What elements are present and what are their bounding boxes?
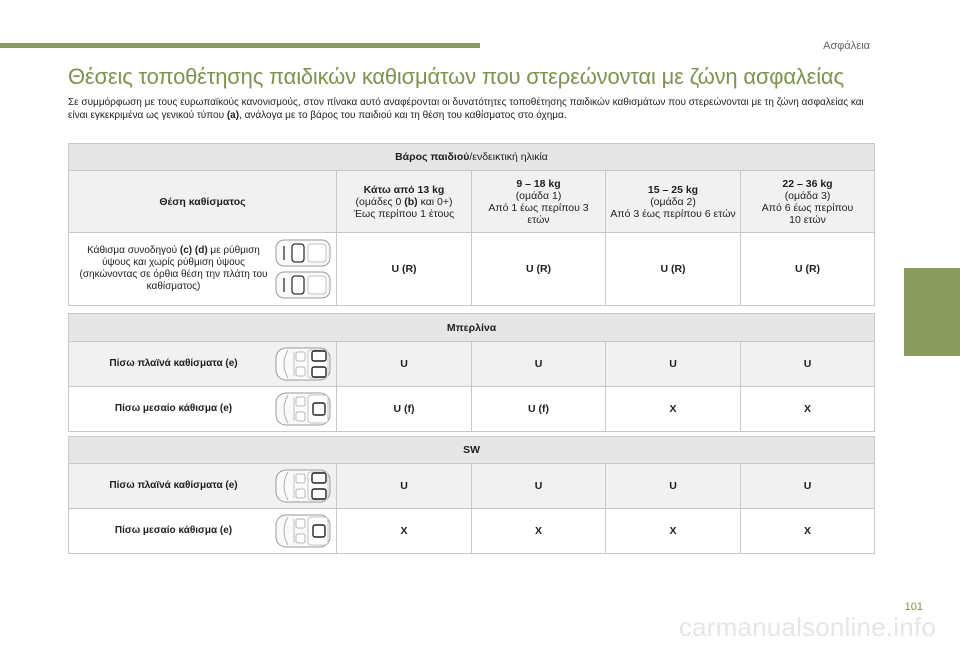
sw-side-value-0: U xyxy=(337,464,472,509)
group-2-weight: 15 – 25 kg xyxy=(647,183,699,196)
passenger-ref-c: (c) xyxy=(179,245,193,256)
group-0-ref: (b) xyxy=(404,195,418,208)
car-top-view-side-seats-icon xyxy=(274,466,332,506)
sedan-middle-value-0: U (f) xyxy=(337,387,472,432)
passenger-value-1: U (R) xyxy=(472,233,606,306)
sw-section-header: SW xyxy=(69,437,875,464)
sedan-side-seats-cell xyxy=(69,342,337,387)
passenger-seat-cell xyxy=(69,233,337,306)
weight-table xyxy=(68,143,875,306)
passenger-value-3: U (R) xyxy=(741,233,875,306)
group-0-age: Έως περίπου 1 έτους xyxy=(353,207,455,220)
intro-paragraph xyxy=(68,96,878,122)
car-top-view-middle-seat-icon xyxy=(274,389,332,429)
weight-header xyxy=(69,144,875,171)
group-0-weight: Κάτω από 13 kg xyxy=(363,183,445,196)
intro-text-1: Σε συμμόρφωση με τους ευρωπαϊκούς κανονισμούς, στον πίνακα αυτό αναφέρονται οι δυνατότητες τοποθέτησης παιδικών καθισμάτων που στερεώνονται με τη ζώνη ασφαλείας και είναι εγκεκριμένα ως γενικού τύπου xyxy=(68,97,864,121)
group-0-name-a: (ομάδες 0 xyxy=(355,195,405,208)
sw-side-seats-label: Πίσω πλαϊνά καθίσματα (e) xyxy=(109,480,238,491)
group-0-name xyxy=(341,196,467,208)
group-header-0 xyxy=(337,171,472,233)
sw-middle-value-0: X xyxy=(337,509,472,554)
group-3-age: Από 6 έως περίπου xyxy=(761,201,854,214)
sw-middle-value-3: X xyxy=(741,509,875,554)
sw-side-value-3: U xyxy=(741,464,875,509)
sw-table xyxy=(68,436,875,554)
sedan-middle-value-1: U (f) xyxy=(472,387,606,432)
group-0-name-c: και 0+) xyxy=(417,195,453,208)
page-number: 101 xyxy=(904,601,923,613)
group-1-name: (ομάδα 1) xyxy=(515,189,562,202)
group-1-age: Από 1 έως περίπου 3 ετών xyxy=(488,201,589,226)
seat-position-header: Θέση καθίσματος xyxy=(69,171,337,233)
group-header-2 xyxy=(606,171,741,233)
sw-middle-seat-label: Πίσω μεσαίο κάθισμα (e) xyxy=(114,525,233,536)
group-header-1 xyxy=(472,171,606,233)
intro-ref: (a) xyxy=(226,110,240,121)
chapter-tab xyxy=(904,268,960,356)
section-label: Ασφάλεια xyxy=(823,40,870,52)
chapter-number: 5 xyxy=(880,290,905,339)
page-title: Θέσεις τοποθέτησης παιδικών καθισμάτων που στερεώνονται με ζώνη ασφαλείας xyxy=(68,64,844,89)
weight-header-rest: /ενδεικτική ηλικία xyxy=(469,151,548,163)
sedan-table xyxy=(68,313,875,432)
header-accent-bar xyxy=(0,43,480,48)
group-1-weight: 9 – 18 kg xyxy=(516,177,561,190)
car-top-view-middle-seat-icon xyxy=(274,511,332,551)
car-top-view-side-seats-icon xyxy=(274,344,332,384)
passenger-label-a: Κάθισμα συνοδηγού xyxy=(87,245,180,256)
intro-text-2: , ανάλογα με το βάρος του παιδιού και τη θέση του καθίσματος στο όχημα. xyxy=(239,110,567,121)
weight-header-bold: Βάρος παιδιού xyxy=(395,151,470,163)
sedan-section-header: Μπερλίνα xyxy=(69,314,875,342)
passenger-value-0: U (R) xyxy=(337,233,472,306)
sw-middle-value-2: X xyxy=(606,509,741,554)
sedan-middle-seat-cell xyxy=(69,387,337,432)
group-3-name: (ομάδα 3) xyxy=(784,189,831,202)
passenger-seat-upright-icon xyxy=(274,270,332,300)
sw-middle-seat-cell xyxy=(69,509,337,554)
sw-side-value-1: U xyxy=(472,464,606,509)
sw-side-seats-cell xyxy=(69,464,337,509)
group-2-name: (ομάδα 2) xyxy=(650,195,696,208)
passenger-value-2: U (R) xyxy=(606,233,741,306)
sedan-middle-value-2: X xyxy=(606,387,741,432)
sw-side-value-2: U xyxy=(606,464,741,509)
sedan-side-value-0: U xyxy=(337,342,472,387)
passenger-seat-icon xyxy=(274,238,332,268)
sw-middle-value-1: X xyxy=(472,509,606,554)
group-header-3 xyxy=(741,171,875,233)
sedan-middle-seat-label: Πίσω μεσαίο κάθισμα (e) xyxy=(114,403,233,414)
sedan-side-value-3: U xyxy=(741,342,875,387)
passenger-ref-d: (d) xyxy=(194,245,208,256)
group-2-age: Από 3 έως περίπου 6 ετών xyxy=(610,207,736,220)
watermark: carmanualsonline.info xyxy=(678,612,936,642)
passenger-seat-label xyxy=(73,245,274,293)
sedan-middle-value-3: X xyxy=(741,387,875,432)
sedan-side-value-1: U xyxy=(472,342,606,387)
sedan-side-seats-label: Πίσω πλαϊνά καθίσματα (e) xyxy=(109,358,238,369)
passenger-label-b: με ρύθμιση ύψους και χωρίς ρύθμιση ύψους (σηκώνοντας σε όρθια θέση την πλάτη του καθίσματος) xyxy=(79,245,268,292)
sedan-side-value-2: U xyxy=(606,342,741,387)
group-3-weight: 22 – 36 kg xyxy=(782,177,833,190)
group-3-age-2: 10 ετών xyxy=(789,213,826,226)
